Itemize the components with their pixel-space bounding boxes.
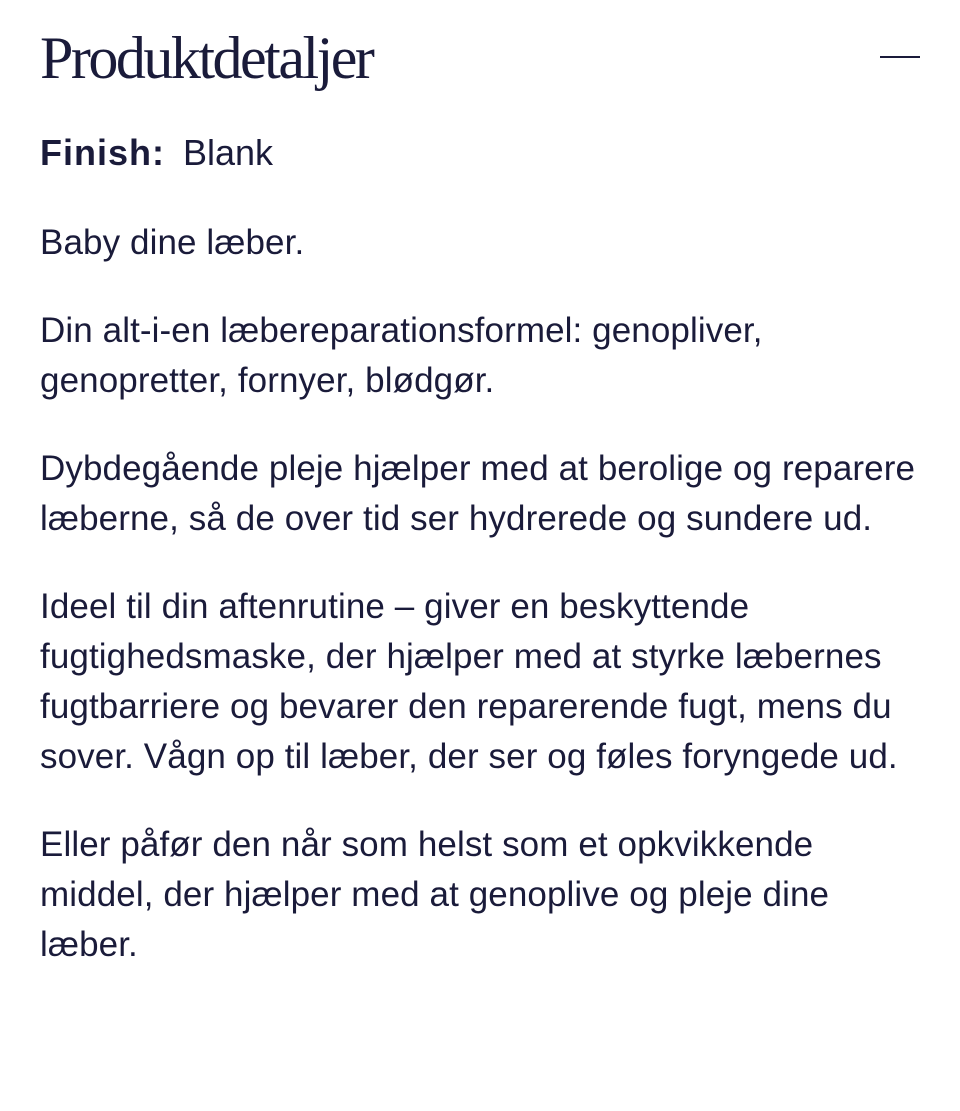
finish-value: Blank [182, 132, 274, 173]
description-paragraph: Eller påfør den når som helst som et opkvikkende middel, der hjælper med at genoplive og pleje dine læber. [40, 825, 830, 964]
description-paragraph: Baby dine læber. [40, 223, 305, 262]
description-paragraph: Ideel til din aftenrutine – giver en beskyttende fugtighedsmaske, der hjælper med at styrke læbernes fugtbarriere og bevarer den reparerende fugt, mens du sover. Vågn op til læber, der ser og føles foryngede ud. [40, 587, 898, 776]
finish-row [40, 128, 273, 178]
product-details-header[interactable] [40, 0, 920, 104]
product-details-panel [40, 0, 920, 964]
product-description [40, 218, 920, 1008]
section-title: Produktdetaljer [40, 25, 373, 91]
description-paragraph: Dybdegående pleje hjælper med at berolige og reparere læberne, så de over tid ser hydrerede og sundere ud. [40, 449, 916, 538]
description-paragraph: Din alt-i-en læbereparationsformel: genopliver, genopretter, fornyer, blødgør. [40, 311, 763, 400]
minus-icon [880, 56, 920, 58]
collapse-button[interactable] [880, 40, 920, 76]
finish-label: Finish: [40, 132, 165, 173]
